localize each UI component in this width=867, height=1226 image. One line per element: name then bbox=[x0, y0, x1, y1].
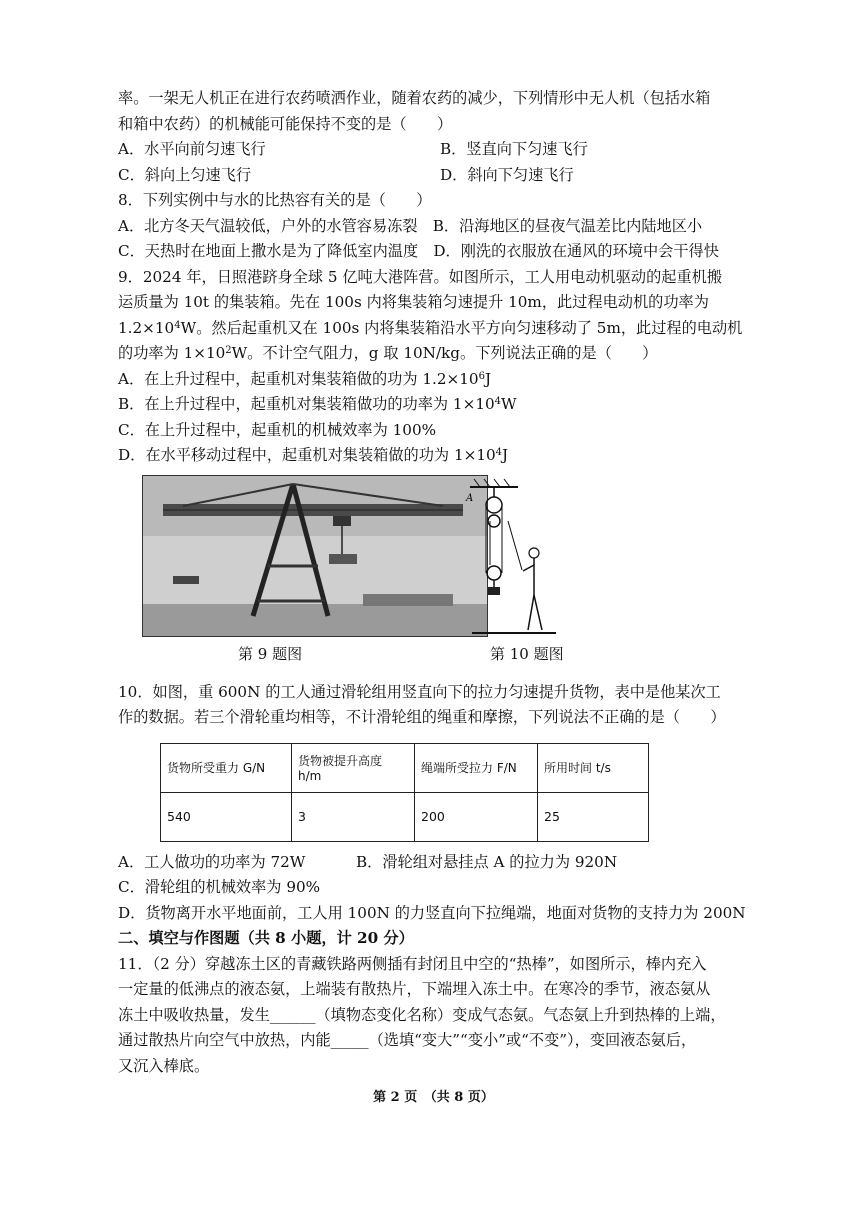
q9-line4-exponent: 2 bbox=[225, 345, 232, 356]
q11-line2: 一定量的低沸点的液态氨，上端装有散热片，下端埋入冻土中。在寒冷的季节，液态氨从 bbox=[118, 980, 711, 998]
q9-option-b-post: W bbox=[501, 395, 517, 413]
q8-options-cd: C．天热时在地面上撒水是为了降低室内温度 D．刚洗的衣服放在通风的环境中会干得快 bbox=[118, 242, 719, 260]
q9-option-d bbox=[118, 443, 760, 469]
q9-option-c: C．在上升过程中，起重机的机械效率为 100% bbox=[118, 420, 437, 439]
q9-option-a bbox=[118, 367, 760, 393]
q7-option-c: C．斜向上匀速飞行 bbox=[118, 165, 252, 184]
figure-10-caption: 第 10 题图 bbox=[490, 644, 564, 663]
q8-options-ab: A．北方冬天气温较低，户外的水管容易冻裂 B．沿海地区的昼夜气温差比内陆地区小 bbox=[118, 216, 703, 235]
crane-photo bbox=[142, 475, 488, 637]
q7-option-a: A．水平向前匀速飞行 bbox=[118, 140, 266, 158]
q7-stem-line2: 和箱中农药）的机械能可能保持不变的是（ ） bbox=[118, 114, 453, 133]
q9-line3-pre: 1.2×10 bbox=[118, 318, 175, 337]
q10-options-ab bbox=[118, 850, 760, 876]
table-cell: 200 bbox=[415, 792, 538, 841]
table-header-cell: 绳端所受拉力 F/N bbox=[415, 743, 538, 792]
q10-option-c: C．滑轮组的机械效率为 90% bbox=[118, 878, 321, 896]
q7-option-d: D．斜向下匀速飞行 bbox=[440, 165, 574, 184]
q7-options-cd bbox=[118, 163, 760, 189]
q11-line3: 冻土中吸收热量，发生______（填物态变化名称）变成气态氨。气态氨上升到热棒的上端， bbox=[118, 1005, 726, 1024]
q9-option-d-post: J bbox=[502, 446, 509, 464]
q9-stem-line3 bbox=[118, 316, 760, 342]
q9-option-d-exponent: 4 bbox=[495, 447, 503, 458]
q9-option-a-post: J bbox=[484, 369, 492, 388]
q7-options-ab bbox=[118, 137, 760, 163]
pulley-figure bbox=[468, 475, 558, 637]
q10-stem-line1: 10．如图，重 600N 的工人通过滑轮组用竖直向下的拉力匀速提升货物，表中是他某次工 bbox=[118, 682, 721, 701]
q9-line3-exponent: 4 bbox=[174, 319, 181, 331]
q9-option-b-exponent: 4 bbox=[494, 396, 502, 407]
table-header-row bbox=[161, 743, 649, 792]
q11-line5: 又沉入棒底。 bbox=[118, 1056, 210, 1075]
q10-option-b: B．滑轮组对悬挂点 A 的拉力为 920N bbox=[356, 852, 618, 871]
q9-line4-pre: 的功率为 1×10 bbox=[118, 344, 226, 362]
table-row bbox=[161, 792, 649, 841]
q9-option-a-pre: A．在上升过程中，起重机对集装箱做的功为 1.2×10 bbox=[118, 369, 479, 388]
table-header-cell: 货物被提升高度 h/m bbox=[292, 743, 415, 792]
table-cell: 25 bbox=[538, 792, 649, 841]
q9-stem-line1: 9．2024 年，日照港跻身全球 5 亿吨大港阵营。如图所示，工人用电动机驱动的起重机搬 bbox=[118, 267, 723, 286]
q11-line1: 11．（2 分）穿越冻土区的青藏铁路两侧插有封闭且中空的“热棒”，如图所示，棒内充入 bbox=[118, 954, 707, 973]
page-footer: 第 2 页 （共 8 页） bbox=[373, 1090, 494, 1105]
q9-option-b bbox=[118, 392, 760, 418]
figure-9-caption: 第 9 题图 bbox=[238, 644, 303, 663]
q9-option-a-exponent: 6 bbox=[478, 370, 485, 382]
q9-line3-post: W。然后起重机又在 100s 内将集装箱沿水平方向匀速移动了 5m，此过程的电动机 bbox=[180, 318, 743, 337]
q9-option-d-pre: D．在水平移动过程中，起重机对集装箱做的功为 1×10 bbox=[118, 446, 496, 464]
table-cell: 540 bbox=[161, 792, 292, 841]
table-header-cell: 所用时间 t/s bbox=[538, 743, 649, 792]
table-cell: 3 bbox=[292, 792, 415, 841]
page-content bbox=[118, 86, 760, 1079]
q9-stem-line2: 运质量为 10t 的集装箱。先在 100s 内将集装箱匀速提升 10m，此过程电动机的功率为 bbox=[118, 293, 709, 311]
q9-stem-line4 bbox=[118, 341, 760, 367]
figures-row bbox=[118, 475, 760, 680]
hang-point-label: A bbox=[466, 492, 474, 504]
q9-line4-post: W。不计空气阻力，g 取 10N/kg。下列说法正确的是（ ） bbox=[231, 344, 658, 362]
crane-illustration bbox=[143, 476, 487, 636]
q10-stem-line2: 作的数据。若三个滑轮重均相等，不计滑轮组的绳重和摩擦，下列说法不正确的是（ ） bbox=[118, 708, 726, 726]
q11-line4: 通过散热片向空气中放热，内能_____（选填“变大”“变小”或“不变”），变回液态氨后， bbox=[118, 1031, 697, 1049]
q7-option-b: B．竖直向下匀速飞行 bbox=[440, 140, 588, 158]
q10-option-d: D．货物离开水平地面前，工人用 100N 的力竖直向下拉绳端，地面对货物的支持力为 200N bbox=[118, 903, 746, 922]
q7-stem-line1: 率。一架无人机正在进行农药喷洒作业，随着农药的减少，下列情形中无人机（包括水箱 bbox=[118, 89, 711, 107]
section-2-title: 二、填空与作图题（共 8 小题，计 20 分） bbox=[118, 929, 414, 947]
pulley-system-illustration bbox=[468, 475, 558, 637]
table-header-cell: 货物所受重力 G/N bbox=[161, 743, 292, 792]
q10-data-table bbox=[160, 743, 649, 842]
q10-option-a: A．工人做功的功率为 72W bbox=[118, 852, 306, 871]
q8-stem: 8．下列实例中与水的比热容有关的是（ ） bbox=[118, 191, 432, 209]
q9-option-b-pre: B．在上升过程中，起重机对集装箱做功的功率为 1×10 bbox=[118, 395, 495, 413]
